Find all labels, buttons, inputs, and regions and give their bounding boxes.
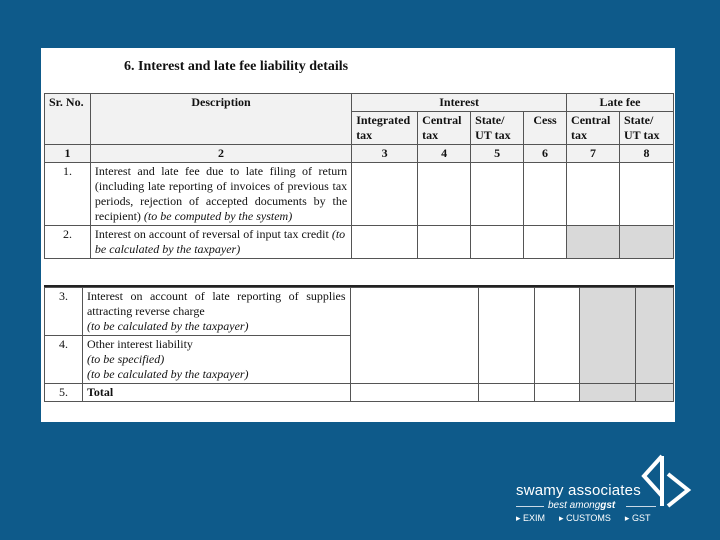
row-sr: 5.	[45, 384, 83, 402]
col-num: 4	[418, 145, 471, 163]
row-sr: 3.	[45, 288, 83, 336]
logo-rule-right	[626, 506, 656, 507]
row-description: Other interest liability (to be specified) (to be calculated by the taxpayer)	[82, 336, 350, 384]
table-row	[45, 384, 674, 402]
col-num: 3	[352, 145, 418, 163]
header-lf-central-tax: Central tax	[567, 112, 620, 145]
header-row-1	[45, 94, 674, 112]
header-late-fee: Late fee	[567, 94, 674, 112]
header-central-tax: Central tax	[418, 112, 471, 145]
row-description: Interest on account of late reporting of supplies attracting reverse charge (to be calculated by the taxpayer)	[82, 288, 350, 336]
logo-mark-icon	[640, 452, 692, 508]
column-number-row	[45, 145, 674, 163]
col-num: 8	[620, 145, 674, 163]
row-sr: 2.	[45, 226, 91, 259]
row-description: Interest on account of reversal of input tax credit (to be calculated by the taxpayer)	[90, 226, 351, 259]
logo-links	[516, 513, 650, 524]
logo-rule-left	[516, 506, 544, 507]
col-num: 6	[524, 145, 567, 163]
header-interest: Interest	[352, 94, 567, 112]
row-description: Interest and late fee due to late filing of return (including late reporting of invoices of previous tax periods, rejection of accepted documents by the recipient) (to be computed by the system)	[90, 163, 351, 226]
table-row	[45, 226, 674, 259]
col-num: 2	[90, 145, 351, 163]
logo-link-gst: ▸ GST	[624, 513, 651, 523]
table-row	[45, 288, 674, 336]
header-cess: Cess	[524, 112, 567, 145]
header-sr-no: Sr. No.	[45, 94, 91, 145]
header-lf-state-ut-tax: State/ UT tax	[620, 112, 674, 145]
section-title: 6. Interest and late fee liability details	[124, 59, 349, 74]
table-row	[45, 163, 674, 226]
header-integrated-tax: Integrated tax	[352, 112, 418, 145]
row-sr: 4.	[45, 336, 83, 384]
logo-link-exim: ▸ EXIM	[516, 513, 546, 523]
row-description: Total	[82, 384, 350, 402]
header-state-ut-tax: State/ UT tax	[471, 112, 524, 145]
logo-name: swamy associates	[516, 482, 641, 499]
col-num: 1	[45, 145, 91, 163]
col-num: 5	[471, 145, 524, 163]
document-image	[41, 48, 675, 422]
logo-tagline: best amonggst	[548, 500, 616, 511]
liability-table-top	[44, 93, 674, 259]
header-description: Description	[90, 94, 351, 145]
liability-table-bottom	[44, 287, 674, 402]
swamy-associates-logo	[516, 450, 716, 530]
col-num: 7	[567, 145, 620, 163]
row-sr: 1.	[45, 163, 91, 226]
logo-link-customs: ▸ CUSTOMS	[559, 513, 611, 523]
